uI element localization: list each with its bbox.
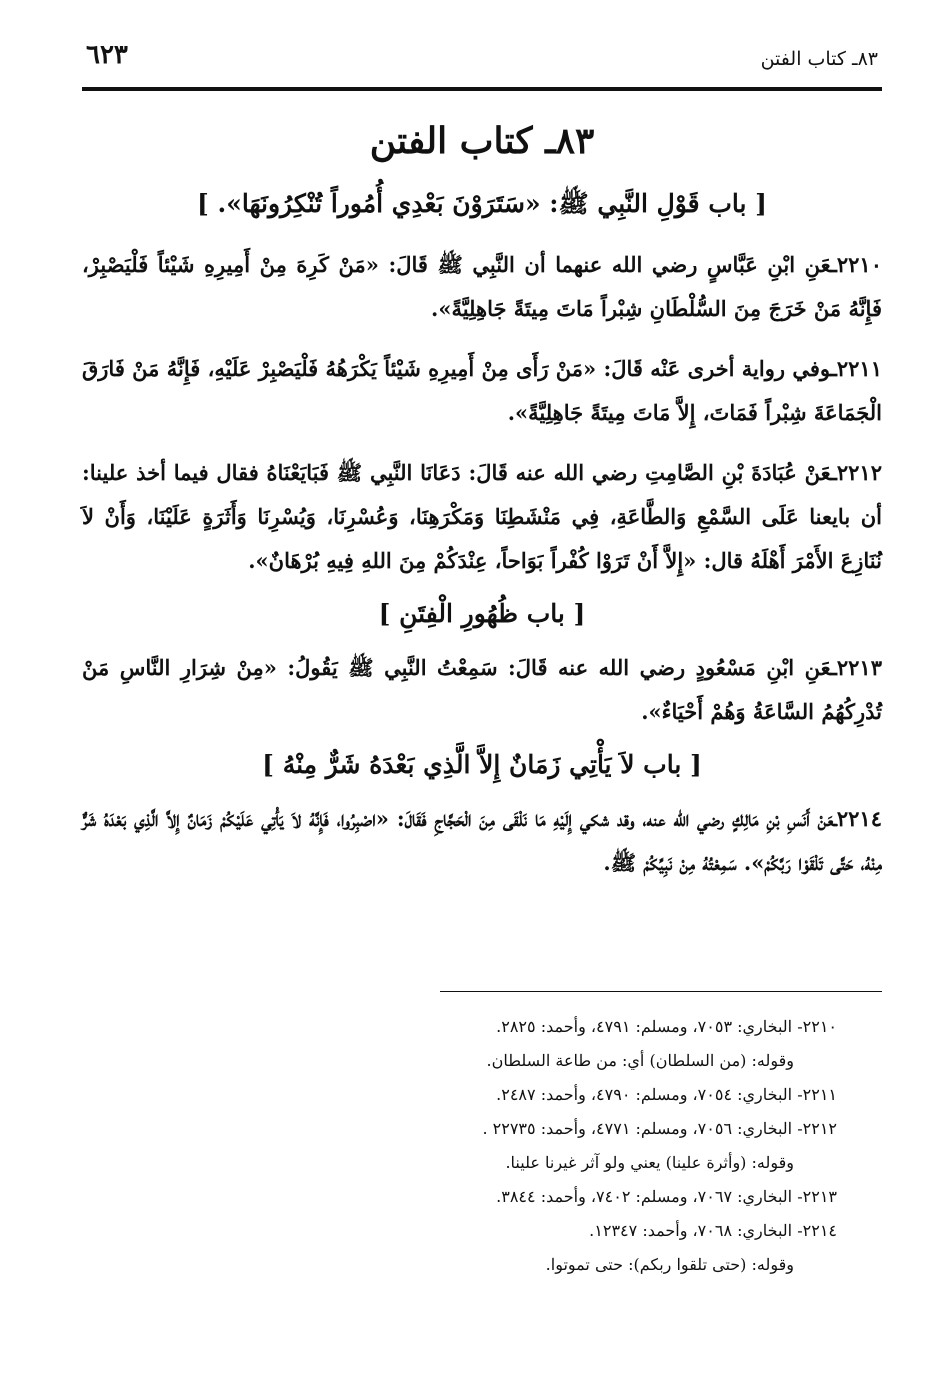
section-heading: [ باب لاَ يَأْتِي زَمَانٌ إِلاَّ الَّذِي بَعْدَهُ شَرٌّ مِنْهُ ] (262, 750, 702, 779)
hadith-2214 (82, 797, 882, 885)
running-header (82, 38, 882, 80)
footnote-reference: ٢٢١٠- البخاري: ٧٠٥٣، ومسلم: ٤٧٩١، وأحمد: ٢٨٢٥. (496, 1017, 837, 1036)
hadith-number: ٢٢١٣ـ (830, 655, 882, 680)
hadith-text: وفي رواية أخرى عَنْه قَالَ: «مَنْ رَأَى مِنْ أَمِيرِهِ شَيْئاً يَكْرَهُهُ فَلْيَصْبِرْ عَلَيْهِ، فَإِنَّهُ مَنْ فَارَقَ الْجَمَاعَةَ شِبْراً فَمَاتَ، إِلاَّ مَاتَ مِيتَةً جَاهِلِيَّةً». (82, 356, 882, 425)
hadith-text: عَنْ أَنَسِ بْنِ مَالِكٍ رضي الله عنه، وقد شكي إِلَيْهِ مَا نَلْقَى مِنَ الْحَجَّاجِ فَقَالَ: «اصْبِرُوا، فَإِنَّهُ لاَ يَأْتِي عَلَيْكُمْ زَمَانٌ إِلاَّ الَّذِي بَعْدَهُ شَرٌّ مِنْهُ، حَتَّى تَلْقَوْا رَبَّكُمْ». سَمِعْتُهُ مِنْ نَبِيِّكُمْ ﷺ. (82, 806, 882, 875)
hadith-2210 (82, 243, 882, 331)
hadith-text: عَنِ ابْنِ عَبَّاسٍ رضي الله عنهما أن النَّبِي ﷺ قَالَ: «مَنْ كَرِهَ مِنْ أَمِيرِهِ شَيْئاً فَلْيَصْبِرْ، فَإِنَّهُ مَنْ خَرَجَ مِنَ السُّلْطَانِ شِبْراً مَاتَ مِيتَةً جَاهِلِيَّةً». (82, 252, 882, 321)
hadith-2211 (82, 347, 882, 435)
section-heading: [ باب ظُهُورِ الْفِتَنِ ] (378, 599, 586, 628)
footnote-note: وقوله: (حتى تلقوا ربكم): حتى تموتوا. (545, 1255, 794, 1274)
footnote-note: وقوله: (من السلطان) أي: من طاعة السلطان. (486, 1051, 794, 1070)
hadith-number: ٢٢١١ـ (830, 356, 882, 381)
main-text (82, 108, 882, 901)
section-heading: [ باب قَوْلِ النَّبِي ﷺ: «سَتَرَوْنَ بَعْدِي أُمُوراً تُنْكِرُونَهَا». ] (197, 189, 767, 218)
footnotes (82, 1010, 882, 1282)
footnote-reference: ٢٢١٢- البخاري: ٧٠٥٦، ومسلم: ٤٧٧١، وأحمد: ٢٢٧٣٥ . (482, 1119, 837, 1138)
hadith-number: ٢٢١٤ـ (834, 806, 882, 831)
chapter-title: ٨٣ـ كتاب الفتن (369, 120, 595, 162)
footnote-reference: ٢٢١٣- البخاري: ٧٠٦٧، ومسلم: ٧٤٠٢، وأحمد: ٣٨٤٤. (496, 1187, 837, 1206)
hadith-number: ٢٢١٠ـ (830, 252, 882, 277)
hadith-text: عَنِ ابْنِ مَسْعُودٍ رضي الله عنه قَالَ: سَمِعْتُ النَّبِي ﷺ يَقُولُ: «مِنْ شِرَارِ النَّاسِ مَنْ تُدْرِكُهُمُ السَّاعَةُ وَهُمْ أَحْيَاءٌ». (82, 655, 882, 724)
hadith-2213 (82, 646, 882, 734)
hadith-number: ٢٢١٢ـ (830, 460, 882, 485)
chapter-running-title: ٨٣ـ كتاب الفتن (760, 48, 878, 70)
hadith-text: عَنْ عُبَادَةَ بْنِ الصَّامِتِ رضي الله عنه قَالَ: دَعَانَا النَّبِي ﷺ فَبَايَعْنَاهُ فقال فيما أخذ علينا: أن بايعنا عَلَى السَّمْعِ وَالطَّاعَةِ، فِي مَنْشَطِنَا وَمَكْرَهِنَا، وَعُسْرِنَا، وَيُسْرِنَا وَأَثَرَةٍ عَلَيْنَا، وَأَنْ لاَ نُنَازِعَ الأَمْرَ أَهْلَهُ قال: «إِلاَّ أَنْ تَرَوْا كُفْراً بَوَاحاً، عِنْدَكُمْ مِنَ اللهِ فِيهِ بُرْهَانٌ». (82, 460, 882, 573)
footnote-reference: ٢٢١١- البخاري: ٧٠٥٤، ومسلم: ٤٧٩٠، وأحمد: ٢٤٨٧. (496, 1085, 837, 1104)
footnote-divider (440, 991, 882, 992)
footnote-reference: ٢٢١٤- البخاري: ٧٠٦٨، وأحمد: ١٢٣٤٧. (589, 1221, 837, 1240)
hadith-2212 (82, 451, 882, 583)
footnote-note: وقوله: (وأثرة علينا) يعني ولو آثر غيرنا علينا. (505, 1153, 794, 1172)
page-number: ٦٢٣ (86, 40, 128, 70)
header-divider (82, 87, 882, 91)
